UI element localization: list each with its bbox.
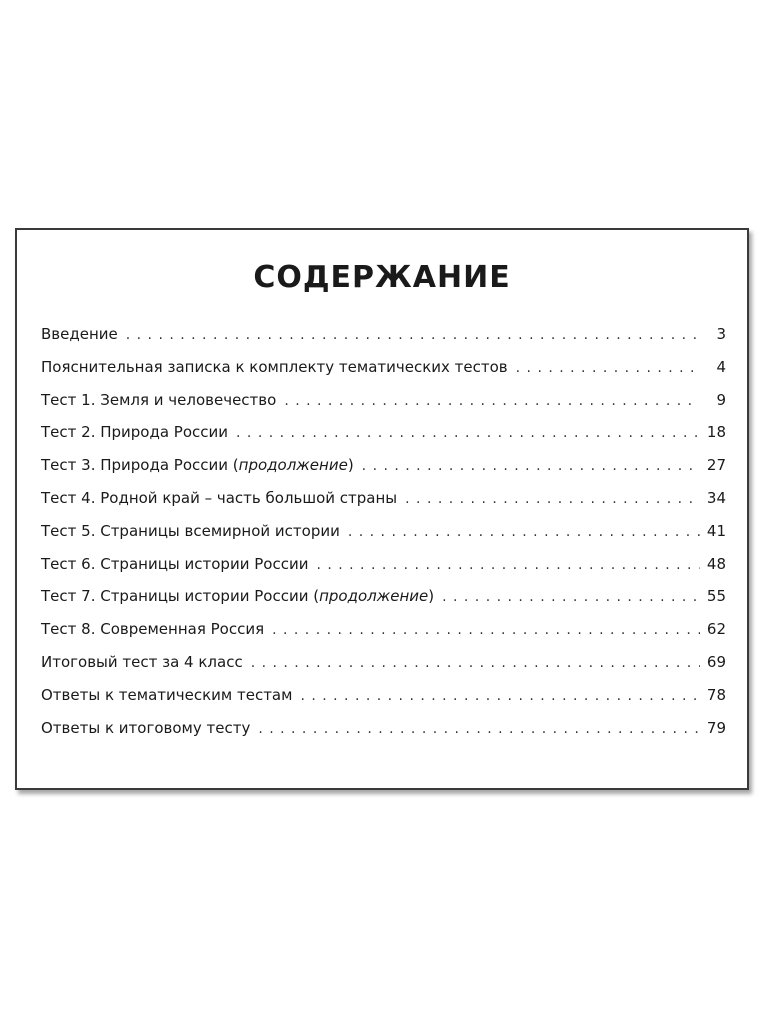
toc-entry-title-text: Итоговый тест за 4 класс [41, 652, 243, 671]
dot-leader [362, 450, 700, 483]
toc-page-number: 9 [716, 390, 726, 409]
toc-page-number: 34 [706, 488, 726, 507]
toc-entry-title [41, 613, 264, 646]
toc-entry-title-text: Тест 6. Страницы истории России [41, 554, 309, 573]
toc-page-number: 48 [706, 554, 726, 573]
toc-entry-title-text: Тест 3. Природа России ( [41, 456, 239, 475]
toc-entry [41, 482, 726, 515]
toc-entry-title [41, 351, 508, 384]
toc-entry-title [41, 449, 354, 482]
toc-entry [41, 548, 726, 581]
toc-entry-title-text: Тест 1. Земля и человечество [41, 390, 277, 409]
toc-entry-title-text: Тест 5. Страницы всемирной истории [41, 521, 340, 540]
toc-page-number: 69 [706, 652, 726, 671]
toc-entry-title-text: Тест 8. Современная Россия [41, 620, 265, 639]
toc-entry-title-text: Ответы к итоговому тесту [41, 718, 251, 737]
dot-leader [300, 680, 700, 713]
toc-entry-title [41, 416, 228, 449]
dot-leader [258, 713, 700, 746]
dot-leader [405, 483, 700, 516]
toc-entry-title [41, 580, 434, 613]
toc-entry-title [41, 318, 118, 351]
toc-entry [41, 712, 726, 745]
dot-leader [251, 647, 700, 680]
toc-entry-title-text: Тест 4. Родной край – часть большой страны [41, 488, 398, 507]
dot-leader [126, 319, 700, 352]
toc-page-number: 55 [706, 587, 726, 606]
toc-entry [41, 449, 726, 482]
dot-leader [272, 614, 700, 647]
dot-leader [442, 581, 700, 614]
toc-page-number: 62 [706, 620, 726, 639]
toc-entry-title [41, 548, 308, 581]
table-of-contents [41, 318, 726, 744]
toc-page-number: 18 [706, 423, 726, 442]
dot-leader [236, 417, 700, 450]
toc-entry-title-italic: продолжение [319, 587, 429, 606]
dot-leader [316, 549, 700, 582]
toc-entry-title-italic: продолжение [238, 456, 348, 475]
dot-leader [348, 516, 700, 549]
toc-entry-title-text: Тест 2. Природа России [41, 423, 229, 442]
toc-entry [41, 646, 726, 679]
dot-leader [516, 352, 700, 385]
toc-entry-title-suffix: ) [347, 456, 354, 475]
page-title: СОДЕРЖАНИЕ [253, 260, 511, 295]
toc-entry-title [41, 515, 340, 548]
toc-page-number: 4 [716, 357, 726, 376]
toc-entry [41, 416, 726, 449]
toc-entry-title [41, 646, 243, 679]
toc-entry [41, 318, 726, 351]
toc-entry [41, 351, 726, 384]
toc-entry [41, 384, 726, 417]
toc-page-number: 27 [706, 456, 726, 475]
toc-entry-title-text: Ответы к тематическим тестам [41, 685, 293, 704]
toc-entry-title-suffix: ) [428, 587, 435, 606]
toc-entry [41, 580, 726, 613]
toc-page [15, 228, 749, 790]
toc-entry [41, 679, 726, 712]
toc-page-number: 78 [706, 685, 726, 704]
dot-leader [284, 385, 700, 418]
toc-entry-title-text: Тест 7. Страницы истории России ( [41, 587, 320, 606]
toc-entry-title-text: Введение [41, 325, 118, 343]
toc-entry [41, 613, 726, 646]
toc-entry-title [41, 384, 276, 417]
toc-entry-title-text: Пояснительная записка к комплекту тематических тестов [41, 357, 508, 376]
toc-page-number: 3 [716, 325, 726, 343]
toc-page-number: 41 [706, 521, 726, 540]
toc-entry-title [41, 679, 292, 712]
toc-entry-title [41, 482, 397, 515]
toc-entry [41, 515, 726, 548]
toc-page-number: 79 [706, 718, 726, 737]
toc-entry-title [41, 712, 250, 745]
